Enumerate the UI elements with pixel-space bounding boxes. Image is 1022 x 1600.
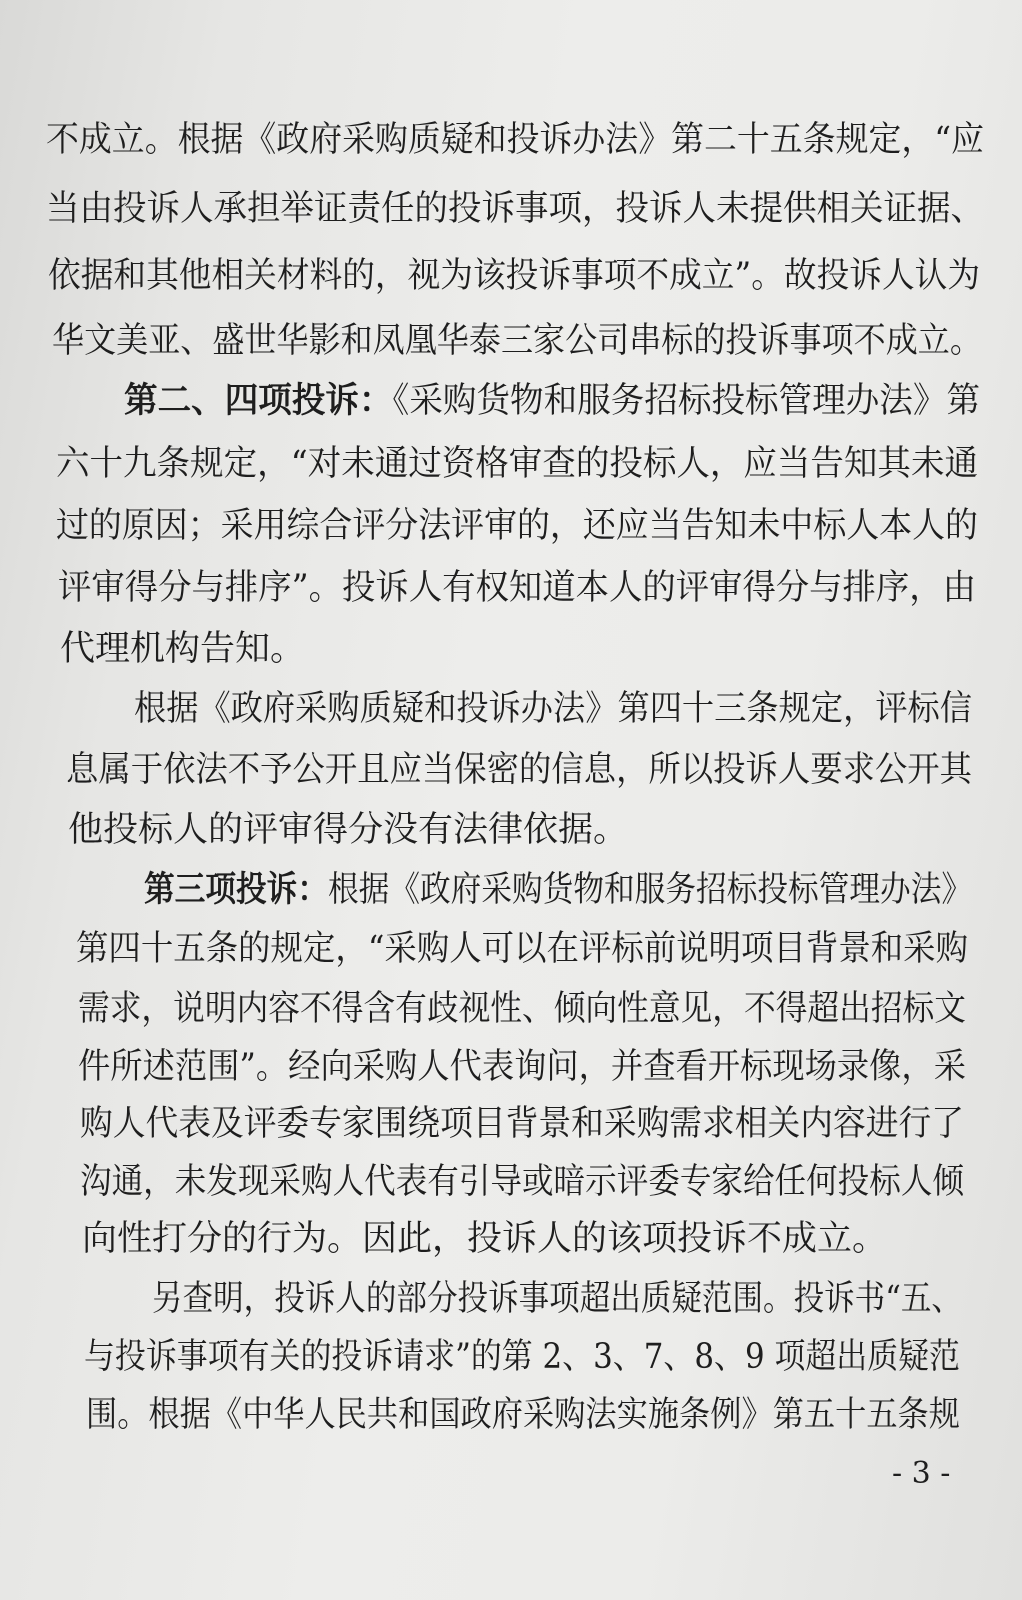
text-line-1: 不成立。根据《政府采购质疑和投诉办法》第二十五条规定，“应: [46, 120, 985, 160]
text-line-13: 第三项投诉：根据《政府采购货物和服务招标投标管理办法》: [144, 870, 973, 910]
section-heading-2-4: 第二、四项投诉：: [124, 381, 393, 421]
text-line-17: 购人代表及评委专家围绕项目背景和采购需求相关内容进行了: [80, 1104, 964, 1144]
text-line-12: 他投标人的评审得分没有法律依据。: [68, 810, 629, 850]
text-line-18: 沟通，未发现采购人代表有引导或暗示评委专家给任何投标人倾: [80, 1162, 964, 1202]
text-line-7: 过的原因；采用综合评分法评审的，还应当告知未中标人本人的: [56, 506, 978, 546]
text-line-5: 第二、四项投诉：《采购货物和服务招标投标管理办法》第: [124, 381, 981, 421]
text-line-3: 依据和其他相关材料的，视为该投诉事项不成立”。故投诉人认为: [48, 256, 981, 296]
text-line-10: 根据《政府采购质疑和投诉办法》第四十三条规定，评标信: [134, 689, 973, 729]
page-number: - 3 -: [892, 1456, 951, 1491]
text-line-15: 需求，说明内容不得含有歧视性、倾向性意见，不得超出招标文: [78, 989, 966, 1029]
text-line-11: 息属于依法不予公开且应当保密的信息，所以投诉人要求公开其: [66, 750, 973, 790]
text-line-19: 向性打分的行为。因此，投诉人的该项投诉不成立。: [82, 1219, 888, 1259]
text-line-8: 评审得分与排序”。投诉人有权知道本人的评审得分与排序，由: [58, 568, 977, 608]
text-line-14: 第四十五条的规定，“采购人可以在评标前说明项目背景和采购: [76, 929, 969, 969]
text-line-22: 围。根据《中华人民共和国政府采购法实施条例》第五十五条规: [86, 1395, 960, 1435]
text-line-21: 与投诉事项有关的投诉请求”的第 2、3、7、8、9 项超出质疑范: [84, 1337, 960, 1377]
text-line-9: 代理机构告知。: [60, 629, 306, 669]
section-heading-3: 第三项投诉：: [144, 870, 329, 910]
text-line-20: 另查明，投诉人的部分投诉事项超出质疑范围。投诉书“五、: [152, 1279, 962, 1319]
text-line-4: 华文美亚、盛世华影和凤凰华泰三家公司串标的投诉事项不成立。: [52, 321, 982, 361]
text-line-2: 当由投诉人承担举证责任的投诉事项，投诉人未提供相关证据、: [46, 189, 984, 229]
text-line-6: 六十九条规定，“对未通过资格审查的投标人，应当告知其未通: [56, 444, 978, 484]
text-line-16: 件所述范围”。经向采购人代表询问，并查看开标现场录像，采: [78, 1047, 966, 1087]
